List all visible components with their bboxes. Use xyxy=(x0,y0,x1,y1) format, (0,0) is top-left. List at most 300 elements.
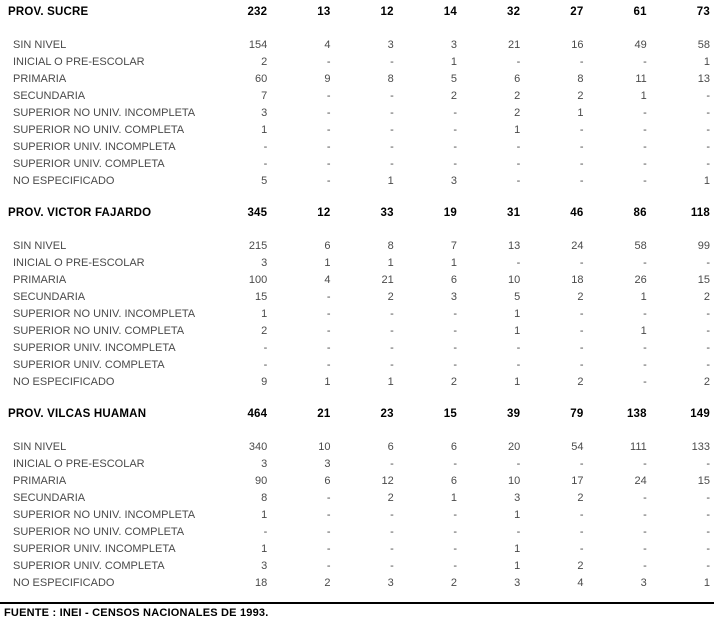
cell-value: - xyxy=(326,325,331,337)
cell-value: 6 xyxy=(514,73,521,85)
province-total: 138 xyxy=(626,408,647,420)
cell-value: 10 xyxy=(508,475,521,487)
cell-value: - xyxy=(453,526,457,538)
cell-value: - xyxy=(326,359,331,371)
cell-value: - xyxy=(706,124,710,136)
cell-value: 1 xyxy=(514,325,521,337)
cell-value: - xyxy=(453,107,457,119)
row-label: INICIAL O PRE-ESCOLAR xyxy=(13,257,145,269)
cell-value: - xyxy=(390,158,394,170)
cell-value: - xyxy=(643,509,647,521)
cell-value: - xyxy=(326,158,331,170)
row-label: INICIAL O PRE-ESCOLAR xyxy=(13,56,145,68)
education-level-row xyxy=(0,306,714,323)
cell-value: 3 xyxy=(387,577,394,589)
cell-value: 99 xyxy=(697,240,710,252)
cell-value: - xyxy=(643,107,647,119)
cell-value: - xyxy=(453,325,457,337)
cell-value: - xyxy=(453,359,457,371)
row-label: SUPERIOR UNIV. COMPLETA xyxy=(13,359,165,371)
cell-value: 54 xyxy=(571,441,584,453)
province-total: 12 xyxy=(317,207,331,219)
cell-value: 5 xyxy=(514,291,521,303)
cell-value: 6 xyxy=(450,274,457,286)
row-label: SECUNDARIA xyxy=(13,90,86,102)
cell-value: 1 xyxy=(514,124,521,136)
cell-value: - xyxy=(453,560,457,572)
cell-value: - xyxy=(643,376,647,388)
cell-value: - xyxy=(326,107,331,119)
cell-value: 2 xyxy=(577,492,584,504)
cell-value: - xyxy=(579,458,584,470)
province-total: 86 xyxy=(633,207,647,219)
row-label: PRIMARIA xyxy=(13,475,67,487)
education-level-row xyxy=(0,340,714,357)
cell-value: 3 xyxy=(261,458,268,470)
cell-value: - xyxy=(643,543,647,555)
province-header-row xyxy=(0,4,714,21)
row-label: SUPERIOR NO UNIV. COMPLETA xyxy=(13,124,185,136)
cell-value: - xyxy=(390,56,394,68)
cell-value: - xyxy=(263,526,268,538)
cell-value: - xyxy=(516,56,521,68)
education-level-row xyxy=(0,54,714,71)
province-total: 345 xyxy=(247,207,268,219)
cell-value: 6 xyxy=(450,441,457,453)
cell-value: - xyxy=(516,526,521,538)
education-level-row xyxy=(0,323,714,340)
province-title: PROV. SUCRE xyxy=(8,6,89,18)
cell-value: 24 xyxy=(634,475,647,487)
cell-value: 3 xyxy=(261,560,268,572)
cell-value: 1 xyxy=(514,543,521,555)
education-level-row xyxy=(0,439,714,456)
province-total: 19 xyxy=(443,207,457,219)
cell-value: 12 xyxy=(381,475,394,487)
cell-value: 1 xyxy=(324,257,331,269)
cell-value: - xyxy=(706,90,710,102)
cell-value: 2 xyxy=(514,107,521,119)
education-level-row xyxy=(0,139,714,156)
cell-value: 1 xyxy=(261,308,268,320)
cell-value: 1 xyxy=(514,509,521,521)
cell-value: - xyxy=(390,560,394,572)
row-label: SIN NIVEL xyxy=(13,240,67,252)
cell-value: 3 xyxy=(450,39,457,51)
cell-value: - xyxy=(579,257,584,269)
cell-value: - xyxy=(326,543,331,555)
province-section xyxy=(0,4,714,190)
province-total: 149 xyxy=(690,408,710,420)
cell-value: 2 xyxy=(703,376,710,388)
cell-value: 1 xyxy=(640,90,647,102)
cell-value: 7 xyxy=(261,90,268,102)
education-level-row xyxy=(0,374,714,391)
education-level-row xyxy=(0,541,714,558)
cell-value: 3 xyxy=(514,577,521,589)
cell-value: - xyxy=(516,158,521,170)
cell-value: - xyxy=(453,509,457,521)
education-level-row xyxy=(0,88,714,105)
education-level-row xyxy=(0,524,714,541)
province-total: 46 xyxy=(570,207,584,219)
cell-value: - xyxy=(326,560,331,572)
cell-value: - xyxy=(453,342,457,354)
cell-value: 5 xyxy=(450,73,457,85)
cell-value: - xyxy=(706,458,710,470)
cell-value: - xyxy=(579,56,584,68)
cell-value: - xyxy=(579,158,584,170)
cell-value: 11 xyxy=(635,73,647,85)
row-label: SECUNDARIA xyxy=(13,492,86,504)
education-level-row xyxy=(0,289,714,306)
province-total: 464 xyxy=(247,408,268,420)
cell-value: 2 xyxy=(387,492,394,504)
cell-value: 2 xyxy=(387,291,394,303)
cell-value: 7 xyxy=(450,240,457,252)
row-label: NO ESPECIFICADO xyxy=(13,577,115,589)
cell-value: - xyxy=(516,257,521,269)
cell-value: 13 xyxy=(508,240,521,252)
cell-value: 26 xyxy=(634,274,647,286)
cell-value: 2 xyxy=(577,90,584,102)
education-level-row xyxy=(0,558,714,575)
cell-value: - xyxy=(326,175,331,187)
cell-value: 2 xyxy=(577,291,584,303)
education-level-row xyxy=(0,507,714,524)
cell-value: - xyxy=(390,342,394,354)
cell-value: 2 xyxy=(450,376,457,388)
row-label: SECUNDARIA xyxy=(13,291,86,303)
cell-value: 3 xyxy=(261,107,268,119)
cell-value: 18 xyxy=(571,274,584,286)
cell-value: 215 xyxy=(248,240,268,252)
cell-value: - xyxy=(706,141,710,153)
cell-value: - xyxy=(326,509,331,521)
cell-value: - xyxy=(643,492,647,504)
cell-value: 6 xyxy=(324,475,331,487)
cell-value: 100 xyxy=(248,274,268,286)
row-label: SUPERIOR NO UNIV. COMPLETA xyxy=(13,526,185,538)
cell-value: 1 xyxy=(261,124,268,136)
cell-value: - xyxy=(706,325,710,337)
cell-value: - xyxy=(579,325,584,337)
cell-value: - xyxy=(326,141,331,153)
education-level-row xyxy=(0,255,714,272)
cell-value: 10 xyxy=(508,274,521,286)
cell-value: - xyxy=(390,124,394,136)
row-label: SUPERIOR NO UNIV. COMPLETA xyxy=(13,325,185,337)
cell-value: - xyxy=(390,509,394,521)
table-sections xyxy=(0,4,714,592)
cell-value: 21 xyxy=(381,274,394,286)
row-label: PRIMARIA xyxy=(13,274,67,286)
cell-value: 1 xyxy=(261,509,268,521)
cell-value: - xyxy=(706,359,710,371)
row-label: SUPERIOR NO UNIV. INCOMPLETA xyxy=(13,308,196,320)
cell-value: - xyxy=(579,526,584,538)
row-label: SUPERIOR NO UNIV. INCOMPLETA xyxy=(13,107,196,119)
province-total: 13 xyxy=(317,6,331,18)
cell-value: 49 xyxy=(634,39,647,51)
cell-value: - xyxy=(706,492,710,504)
cell-value: - xyxy=(706,526,710,538)
cell-value: - xyxy=(579,308,584,320)
cell-value: - xyxy=(579,124,584,136)
cell-value: - xyxy=(706,257,710,269)
cell-value: - xyxy=(326,342,331,354)
province-title: PROV. VICTOR FAJARDO xyxy=(8,207,152,219)
cell-value: 60 xyxy=(255,73,268,85)
cell-value: - xyxy=(390,543,394,555)
cell-value: - xyxy=(390,325,394,337)
cell-value: 58 xyxy=(697,39,710,51)
province-section xyxy=(0,205,714,391)
education-level-row xyxy=(0,122,714,139)
cell-value: 1 xyxy=(261,543,268,555)
cell-value: - xyxy=(263,359,268,371)
cell-value: - xyxy=(516,458,521,470)
cell-value: 9 xyxy=(324,73,331,85)
cell-value: 1 xyxy=(324,376,331,388)
cell-value: 2 xyxy=(703,291,710,303)
cell-value: 1 xyxy=(387,175,394,187)
cell-value: 17 xyxy=(571,475,584,487)
cell-value: - xyxy=(579,359,584,371)
education-level-row xyxy=(0,238,714,255)
cell-value: 1 xyxy=(577,107,584,119)
cell-value: - xyxy=(326,124,331,136)
province-total: 33 xyxy=(380,207,394,219)
cell-value: - xyxy=(453,124,457,136)
cell-value: 3 xyxy=(324,458,331,470)
cell-value: - xyxy=(643,141,647,153)
cell-value: - xyxy=(326,308,331,320)
row-label: SIN NIVEL xyxy=(13,39,67,51)
cell-value: - xyxy=(453,543,457,555)
cell-value: - xyxy=(579,175,584,187)
row-label: SUPERIOR UNIV. INCOMPLETA xyxy=(13,342,176,354)
cell-value: 10 xyxy=(318,441,331,453)
cell-value: 1 xyxy=(450,257,457,269)
cell-value: 16 xyxy=(571,39,584,51)
cell-value: - xyxy=(643,158,647,170)
province-title: PROV. VILCAS HUAMAN xyxy=(8,408,147,420)
cell-value: 3 xyxy=(261,257,268,269)
cell-value: 9 xyxy=(261,376,268,388)
cell-value: 340 xyxy=(248,441,268,453)
education-level-row xyxy=(0,173,714,190)
cell-value: 15 xyxy=(697,475,710,487)
cell-value: 133 xyxy=(691,441,710,453)
cell-value: 13 xyxy=(697,73,710,85)
province-total: 73 xyxy=(696,6,710,18)
cell-value: - xyxy=(643,342,647,354)
cell-value: - xyxy=(643,560,647,572)
cell-value: 4 xyxy=(577,577,584,589)
cell-value: 1 xyxy=(640,325,647,337)
cell-value: 90 xyxy=(255,475,268,487)
row-label: NO ESPECIFICADO xyxy=(13,175,115,187)
row-label: PRIMARIA xyxy=(13,73,67,85)
province-total: 232 xyxy=(247,6,268,18)
cell-value: - xyxy=(643,308,647,320)
province-total: 21 xyxy=(317,408,331,420)
cell-value: - xyxy=(643,458,647,470)
province-total: 118 xyxy=(690,207,710,219)
cell-value: - xyxy=(390,90,394,102)
cell-value: - xyxy=(453,158,457,170)
province-header-row xyxy=(0,406,714,423)
cell-value: 3 xyxy=(450,291,457,303)
cell-value: 4 xyxy=(324,39,331,51)
province-header-row xyxy=(0,205,714,222)
education-level-row xyxy=(0,490,714,507)
row-label: INICIAL O PRE-ESCOLAR xyxy=(13,458,145,470)
province-total: 15 xyxy=(443,408,457,420)
cell-value: - xyxy=(579,543,584,555)
cell-value: - xyxy=(390,308,394,320)
row-label: SUPERIOR UNIV. INCOMPLETA xyxy=(13,141,176,153)
cell-value: 1 xyxy=(703,577,710,589)
cell-value: - xyxy=(706,107,710,119)
cell-value: - xyxy=(643,56,647,68)
cell-value: - xyxy=(706,560,710,572)
cell-value: - xyxy=(516,342,521,354)
cell-value: - xyxy=(643,175,647,187)
cell-value: 8 xyxy=(577,73,584,85)
education-level-row xyxy=(0,456,714,473)
education-level-row xyxy=(0,575,714,592)
cell-value: 2 xyxy=(577,376,584,388)
cell-value: 1 xyxy=(703,56,710,68)
cell-value: 154 xyxy=(248,39,268,51)
row-label: NO ESPECIFICADO xyxy=(13,376,115,388)
province-total: 39 xyxy=(507,408,521,420)
cell-value: 2 xyxy=(324,577,331,589)
education-level-row xyxy=(0,71,714,88)
cell-value: 15 xyxy=(697,274,710,286)
cell-value: - xyxy=(390,107,394,119)
cell-value: 58 xyxy=(634,240,647,252)
cell-value: 1 xyxy=(450,492,457,504)
cell-value: 2 xyxy=(450,577,457,589)
education-level-row xyxy=(0,272,714,289)
cell-value: 4 xyxy=(324,274,331,286)
cell-value: - xyxy=(263,342,268,354)
cell-value: 24 xyxy=(571,240,584,252)
cell-value: 3 xyxy=(640,577,647,589)
education-level-row xyxy=(0,105,714,122)
cell-value: 2 xyxy=(577,560,584,572)
cell-value: - xyxy=(390,141,394,153)
row-label: SIN NIVEL xyxy=(13,441,67,453)
cell-value: 6 xyxy=(450,475,457,487)
cell-value: - xyxy=(390,359,394,371)
province-total: 12 xyxy=(380,6,394,18)
education-level-row xyxy=(0,156,714,173)
cell-value: 3 xyxy=(450,175,457,187)
cell-value: - xyxy=(516,141,521,153)
cell-value: 1 xyxy=(387,257,394,269)
cell-value: 111 xyxy=(630,441,647,453)
cell-value: - xyxy=(390,458,394,470)
row-label: SUPERIOR UNIV. COMPLETA xyxy=(13,158,165,170)
province-total: 32 xyxy=(507,6,521,18)
cell-value: 1 xyxy=(514,560,521,572)
cell-value: - xyxy=(453,458,457,470)
cell-value: - xyxy=(326,291,331,303)
row-label: SUPERIOR UNIV. COMPLETA xyxy=(13,560,165,572)
cell-value: - xyxy=(706,342,710,354)
cell-value: 1 xyxy=(514,376,521,388)
cell-value: 3 xyxy=(514,492,521,504)
cell-value: - xyxy=(453,308,457,320)
cell-value: - xyxy=(706,509,710,521)
cell-value: - xyxy=(579,342,584,354)
cell-value: - xyxy=(263,141,268,153)
cell-value: - xyxy=(706,158,710,170)
cell-value: 15 xyxy=(255,291,268,303)
province-total: 79 xyxy=(570,408,584,420)
cell-value: 8 xyxy=(261,492,268,504)
education-level-row xyxy=(0,473,714,490)
cell-value: 8 xyxy=(387,73,394,85)
source-note: FUENTE : INEI - CENSOS NACIONALES DE 1993. xyxy=(4,607,269,619)
education-level-row xyxy=(0,37,714,54)
cell-value: - xyxy=(453,141,457,153)
cell-value: 1 xyxy=(703,175,710,187)
row-label: SUPERIOR NO UNIV. INCOMPLETA xyxy=(13,509,196,521)
cell-value: - xyxy=(643,526,647,538)
cell-value: 1 xyxy=(640,291,647,303)
cell-value: 18 xyxy=(255,577,268,589)
cell-value: - xyxy=(643,359,647,371)
cell-value: - xyxy=(263,158,268,170)
cell-value: - xyxy=(326,526,331,538)
cell-value: - xyxy=(326,492,331,504)
cell-value: 3 xyxy=(387,39,394,51)
cell-value: 2 xyxy=(514,90,521,102)
cell-value: 6 xyxy=(387,441,394,453)
cell-value: - xyxy=(643,257,647,269)
cell-value: - xyxy=(706,543,710,555)
cell-value: 1 xyxy=(514,308,521,320)
cell-value: - xyxy=(390,526,394,538)
cell-value: - xyxy=(579,141,584,153)
province-total: 31 xyxy=(507,207,521,219)
province-total: 14 xyxy=(443,6,457,18)
cell-value: 6 xyxy=(324,240,331,252)
province-total: 27 xyxy=(570,6,584,18)
province-section xyxy=(0,406,714,592)
cell-value: - xyxy=(516,359,521,371)
cell-value: 2 xyxy=(261,325,268,337)
province-total: 23 xyxy=(380,408,394,420)
education-level-row xyxy=(0,357,714,374)
cell-value: 2 xyxy=(261,56,268,68)
cell-value: - xyxy=(326,90,331,102)
cell-value: - xyxy=(326,56,331,68)
cell-value: 1 xyxy=(387,376,394,388)
cell-value: 8 xyxy=(387,240,394,252)
cell-value: - xyxy=(579,509,584,521)
cell-value: 1 xyxy=(450,56,457,68)
cell-value: 2 xyxy=(450,90,457,102)
cell-value: - xyxy=(706,308,710,320)
row-label: SUPERIOR UNIV. INCOMPLETA xyxy=(13,543,176,555)
cell-value: 5 xyxy=(261,175,268,187)
